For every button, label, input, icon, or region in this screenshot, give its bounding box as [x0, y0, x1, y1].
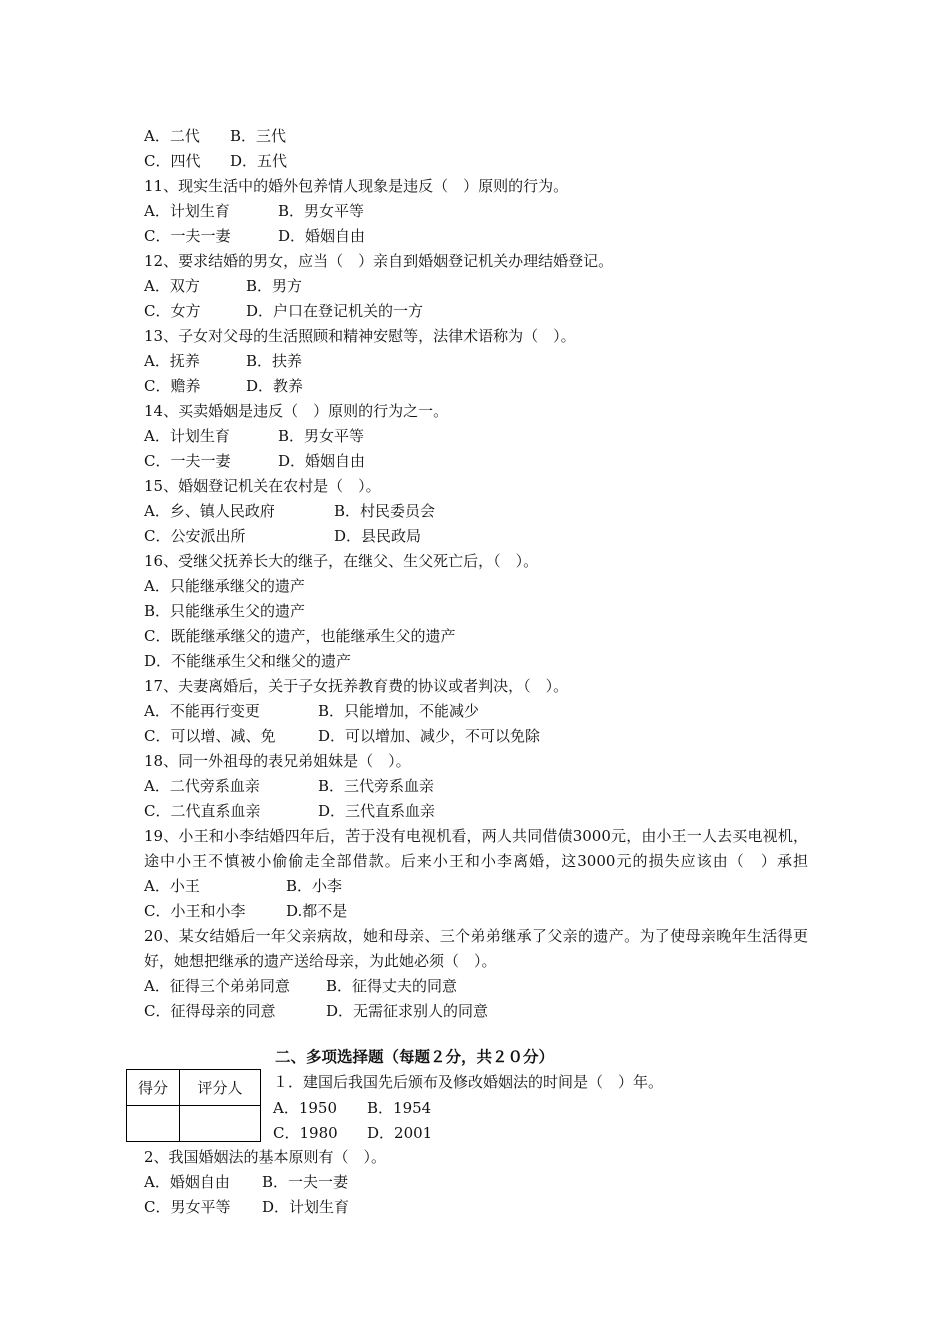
- q14-option-a: A．计划生育: [144, 427, 230, 445]
- q17-option-d: D．可以增加、减少，不可以免除: [318, 727, 541, 745]
- q12-option-c: C．女方: [144, 302, 201, 320]
- q10-option-b: B．三代: [230, 127, 287, 145]
- q11-option-a: A．计划生育: [144, 202, 230, 220]
- grader-cell[interactable]: [180, 1106, 261, 1142]
- q11-options-cd: [144, 224, 365, 249]
- m1-stem: １．建国后我国先后颁布及修改婚姻法的时间是（ ）年。: [273, 1073, 664, 1091]
- q11-option-d: D．婚姻自由: [278, 227, 366, 245]
- q18-option-d: D．三代直系血亲: [318, 802, 436, 820]
- q19-option-c: C．小王和小李: [144, 902, 246, 920]
- q17-option-c: C．可以增、减、免: [144, 727, 276, 745]
- q20-stem-line2: 好，她想把继承的遗产送给母亲，为此她必须（ ）。: [144, 952, 497, 970]
- m1-option-b: B．1954: [367, 1099, 432, 1117]
- q17-stem: 17、夫妻离婚后，关于子女抚养教育费的协议或者判决，（ ）。: [144, 677, 569, 695]
- q15-option-a: A．乡、镇人民政府: [144, 502, 275, 520]
- q17-option-a: A．不能再行变更: [144, 702, 260, 720]
- m1-options-cd: [273, 1121, 432, 1146]
- score-table: [126, 1069, 261, 1142]
- q18-option-a: A．二代旁系血亲: [144, 777, 260, 795]
- q15-stem: 15、婚姻登记机关在农村是（ ）。: [144, 477, 381, 495]
- m2-option-d: D．计划生育: [262, 1198, 350, 1216]
- q20-stem-line1: 20、某女结婚后一年父亲病故，她和母亲、三个弟弟继承了父亲的遗产。为了使母亲晚年生活得更: [144, 927, 808, 945]
- m2-option-b: B．一夫一妻: [262, 1173, 349, 1191]
- q10-option-c: C．四代: [144, 152, 201, 170]
- q15-option-c: C．公安派出所: [144, 527, 246, 545]
- q19-option-b: B．小李: [286, 877, 343, 895]
- q13-option-d: D．教养: [246, 377, 304, 395]
- section2-title: 二、多项选择题（每题２分，共２０分）: [275, 1047, 555, 1066]
- m2-option-a: A．婚姻自由: [144, 1173, 230, 1191]
- q18-option-c: C．二代直系血亲: [144, 802, 261, 820]
- q13-stem: 13、子女对父母的生活照顾和精神安慰等，法律术语称为（ ）。: [144, 327, 576, 345]
- q16-option-d: D．不能继承生父和继父的遗产: [144, 652, 352, 670]
- q11-stem: 11、现实生活中的婚外包养情人现象是违反（ ）原则的行为。: [144, 177, 569, 195]
- q13-options-ab: [144, 349, 302, 374]
- q14-options-ab: [144, 424, 364, 449]
- q16-option-b: B．只能继承生父的遗产: [144, 602, 306, 620]
- q12-options-ab: [144, 274, 302, 299]
- q19-options-cd: [144, 899, 347, 924]
- q13-option-c: C．赡养: [144, 377, 201, 395]
- grader-label: 评分人: [180, 1070, 261, 1106]
- m2-stem: 2、我国婚姻法的基本原则有（ ）。: [144, 1148, 387, 1166]
- m1-option-c: C．1980: [273, 1124, 338, 1142]
- q12-option-a: A．双方: [144, 277, 200, 295]
- m2-options-cd: [144, 1195, 349, 1220]
- q17-option-b: B．只能增加，不能减少: [318, 702, 480, 720]
- q10-option-a: A．二代: [144, 127, 200, 145]
- q13-option-b: B．扶养: [246, 352, 303, 370]
- score-label: 得分: [127, 1070, 180, 1106]
- m1-option-d: D．2001: [367, 1124, 433, 1142]
- q14-option-d: D．婚姻自由: [278, 452, 366, 470]
- q10-options-cd: [144, 149, 287, 174]
- q15-option-b: B．村民委员会: [334, 502, 436, 520]
- q10-option-d: D．五代: [230, 152, 288, 170]
- q14-option-b: B．男女平等: [278, 427, 365, 445]
- q12-options-cd: [144, 299, 423, 324]
- m1-option-a: A．1950: [273, 1099, 338, 1117]
- q15-option-d: D．县民政局: [334, 527, 422, 545]
- q12-stem: 12、要求结婚的男女，应当（ ）亲自到婚姻登记机关办理结婚登记。: [144, 252, 614, 270]
- q11-option-c: C．一夫一妻: [144, 227, 231, 245]
- score-cell[interactable]: [127, 1106, 180, 1142]
- q11-option-b: B．男女平等: [278, 202, 365, 220]
- q11-options-ab: [144, 199, 364, 224]
- q14-option-c: C．一夫一妻: [144, 452, 231, 470]
- q16-stem: 16、受继父抚养长大的继子，在继父、生父死亡后，（ ）。: [144, 552, 539, 570]
- q16-option-c: C．既能继承继父的遗产，也能继承生父的遗产: [144, 627, 456, 645]
- m1-options-ab: [273, 1096, 431, 1121]
- q19-options-ab: [144, 874, 342, 899]
- q20-options-ab: [144, 974, 457, 999]
- q20-option-a: A．征得三个弟弟同意: [144, 977, 290, 995]
- q20-option-b: B．征得丈夫的同意: [326, 977, 458, 995]
- q10-options-ab: [144, 124, 286, 149]
- q19-stem-line1: 19、小王和小李结婚四年后，苦于没有电视机看，两人共同借债3000元，由小王一人去买电视机，: [144, 827, 808, 845]
- q18-options-ab: [144, 774, 434, 799]
- q14-options-cd: [144, 449, 365, 474]
- q20-option-d: D．无需征求别人的同意: [326, 1002, 489, 1020]
- q15-options-ab: [144, 499, 435, 524]
- q18-options-cd: [144, 799, 435, 824]
- q18-option-b: B．三代旁系血亲: [318, 777, 435, 795]
- q19-stem-line2: 途中小王不慎被小偷偷走全部借款。后来小王和小李离婚，这3000元的损失应该由（ ）承担: [144, 852, 808, 870]
- q20-options-cd: [144, 999, 488, 1024]
- q18-stem: 18、同一外祖母的表兄弟姐妹是（ ）。: [144, 752, 411, 770]
- q15-options-cd: [144, 524, 421, 549]
- m2-options-ab: [144, 1170, 348, 1195]
- q14-stem: 14、买卖婚姻是违反（ ）原则的行为之一。: [144, 402, 449, 420]
- q17-options-ab: [144, 699, 479, 724]
- q12-option-b: B．男方: [246, 277, 303, 295]
- q17-options-cd: [144, 724, 540, 749]
- q19-option-d: D.都不是: [286, 902, 348, 920]
- m2-option-c: C．男女平等: [144, 1198, 231, 1216]
- q13-options-cd: [144, 374, 303, 399]
- q19-option-a: A．小王: [144, 877, 200, 895]
- q20-option-c: C．征得母亲的同意: [144, 1002, 276, 1020]
- q16-option-a: A．只能继承继父的遗产: [144, 577, 305, 595]
- q13-option-a: A．抚养: [144, 352, 200, 370]
- q12-option-d: D．户口在登记机关的一方: [246, 302, 424, 320]
